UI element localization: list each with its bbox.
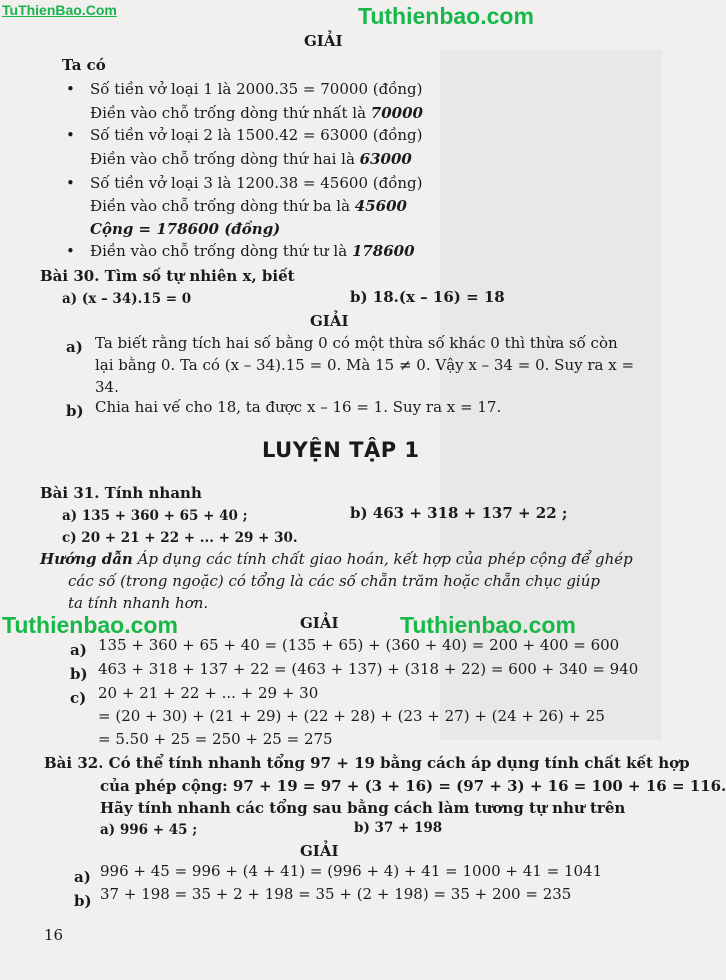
total-line: Cộng = 178600 (đồng) — [90, 220, 281, 238]
part-label: b) — [66, 402, 84, 420]
exercise-title: Bài 30. Tìm số tự nhiên x, biết — [40, 267, 295, 285]
exercise-part-c: c) 20 + 21 + 22 + ... + 29 + 30. — [62, 530, 298, 546]
value-text: 45600 — [354, 197, 407, 215]
text-span: Điền vào chỗ trống dòng thứ ba là — [90, 197, 355, 215]
exercise-part-b: b) 463 + 318 + 137 + 22 ; — [350, 504, 568, 522]
value-text: 70000 — [370, 104, 423, 122]
watermark-mid-right: Tuthienbao.com — [400, 612, 576, 638]
section-heading-giai: GIẢI — [300, 842, 339, 860]
watermark-top-right: Tuthienbao.com — [358, 3, 534, 29]
solution-line: = (20 + 30) + (21 + 29) + (22 + 28) + (23 + 27) + (24 + 26) + 25 — [98, 707, 605, 725]
list-item: • Số tiền vở loại 1 là 2000.35 = 70000 (đồng) — [90, 80, 423, 98]
solution-line: 463 + 318 + 137 + 22 = (463 + 137) + (318 + 22) = 600 + 340 = 940 — [98, 660, 639, 678]
exercise-part-a: a) 135 + 360 + 65 + 40 ; — [62, 508, 248, 524]
solution-line: 37 + 198 = 35 + 2 + 198 = 35 + (2 + 198) = 35 + 200 = 235 — [100, 885, 572, 903]
list-item — [66, 242, 415, 260]
exercise-title: Bài 32. Có thể tính nhanh tổng 97 + 19 bằng cách áp dụng tính chất kết hợp — [44, 754, 690, 772]
section-heading-giai: GIẢI — [304, 32, 343, 50]
text-span: Điền vào chỗ trống dòng thứ hai là — [90, 150, 360, 168]
part-label: a) — [74, 868, 91, 886]
list-item: • Số tiền vở loại 2 là 1500.42 = 63000 (đồng) — [90, 126, 423, 144]
solution-line: 135 + 360 + 65 + 40 = (135 + 65) + (360 + 40) = 200 + 400 = 600 — [98, 636, 620, 654]
section-title: LUYỆN TẬP 1 — [262, 438, 420, 462]
watermark-mid-left: Tuthienbao.com — [2, 612, 178, 638]
solution-line: Ta biết rằng tích hai số bằng 0 có một thừa số khác 0 thì thừa số còn — [95, 334, 618, 352]
exercise-text: Hãy tính nhanh các tổng sau bằng cách làm tương tự như trên — [100, 799, 626, 817]
text-span: Điền vào chỗ trống dòng thứ nhất là — [90, 104, 371, 122]
guide-label: Hướng dẫn — [40, 550, 133, 568]
part-label: a) — [66, 338, 83, 356]
watermark-top-left: TuThienBao.Com — [2, 2, 117, 18]
part-label: c) — [70, 689, 87, 707]
solution-line: Chia hai vế cho 18, ta được x – 16 = 1. Suy ra x = 17. — [95, 398, 502, 416]
section-heading-giai: GIẢI — [300, 614, 339, 632]
list-item: • Số tiền vở loại 3 là 1200.38 = 45600 (đồng) — [90, 174, 423, 192]
guide-line: ta tính nhanh hơn. — [68, 594, 209, 612]
part-label: b) — [70, 665, 88, 683]
exercise-part-b: b) 37 + 198 — [354, 820, 443, 836]
guide-line — [40, 550, 633, 568]
exercise-part-b: b) 18.(x – 16) = 18 — [350, 288, 505, 306]
guide-text: Áp dụng các tính chất giao hoán, kết hợp của phép cộng để ghép — [132, 550, 633, 568]
list-item-continuation — [90, 104, 423, 122]
exercise-text: của phép cộng: 97 + 19 = 97 + (3 + 16) = (97 + 3) + 16 = 100 + 16 = 116. — [100, 777, 726, 795]
exercise-part-a: a) (x – 34).15 = 0 — [62, 291, 192, 307]
part-label: a) — [70, 641, 87, 659]
bullet-icon: • — [66, 242, 75, 260]
part-label: b) — [74, 892, 92, 910]
intro-text: Ta có — [62, 56, 106, 74]
solution-line: 34. — [95, 378, 119, 396]
value-text: 63000 — [359, 150, 412, 168]
value-text: 178600 — [351, 242, 415, 260]
exercise-part-a: a) 996 + 45 ; — [100, 822, 198, 838]
solution-line: = 5.50 + 25 = 250 + 25 = 275 — [98, 730, 333, 748]
page-number: 16 — [44, 926, 64, 944]
solution-line: 996 + 45 = 996 + (4 + 41) = (996 + 4) + 41 = 1000 + 41 = 1041 — [100, 862, 603, 880]
list-item-continuation — [90, 197, 407, 215]
solution-line: 20 + 21 + 22 + ... + 29 + 30 — [98, 684, 319, 702]
list-item-continuation — [90, 150, 412, 168]
section-heading-giai: GIẢI — [310, 312, 349, 330]
guide-line: các số (trong ngoặc) có tổng là các số chẵn trăm hoặc chẵn chục giúp — [68, 572, 600, 590]
text-span: Điền vào chỗ trống dòng thứ tư là — [90, 242, 352, 260]
solution-line: lại bằng 0. Ta có (x – 34).15 = 0. Mà 15 ≠ 0. Vậy x – 34 = 0. Suy ra x = — [95, 356, 635, 374]
exercise-title: Bài 31. Tính nhanh — [40, 484, 202, 502]
